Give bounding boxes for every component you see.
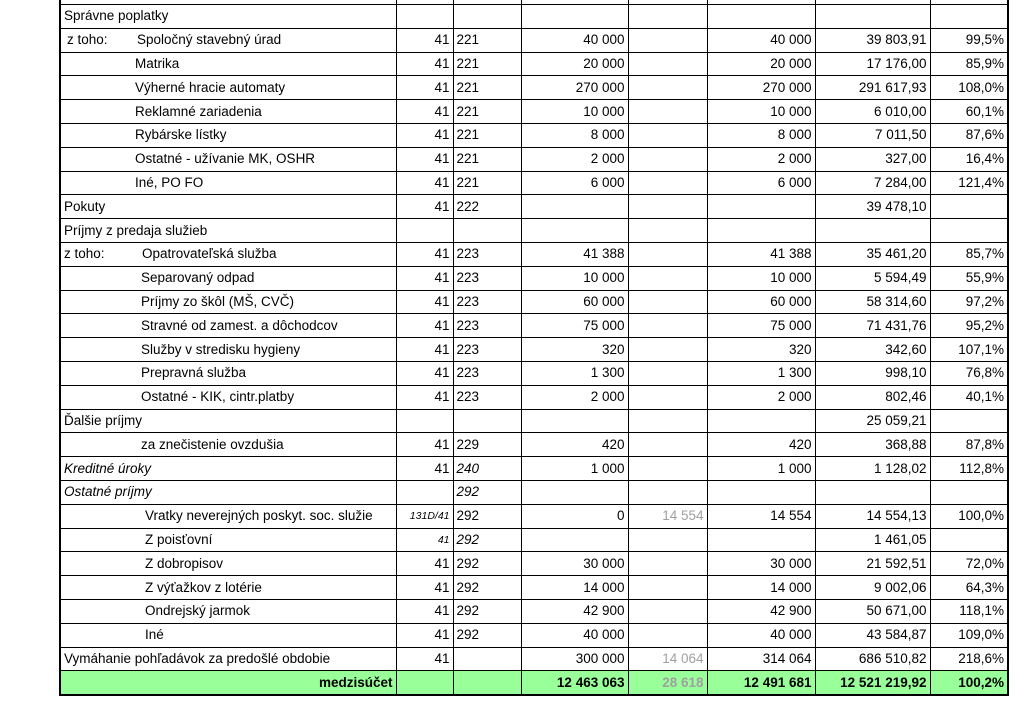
cell-e[interactable]: 1 000 [707,457,815,481]
cell-c[interactable]: 2 000 [521,147,628,171]
row-label-cell[interactable] [60,219,396,243]
table-row [60,433,1008,457]
cell-c[interactable]: 0 [521,504,628,528]
table-row [60,52,1008,76]
cell-f[interactable]: 43 584,87 [815,623,930,647]
cell-e[interactable] [707,219,815,243]
table-row [60,242,1008,266]
cell-d[interactable] [628,385,707,409]
row-label-cell[interactable] [60,171,396,195]
cell-f[interactable]: 327,00 [815,147,930,171]
row-label: Ostatné príjmy [64,484,152,500]
cell-a[interactable]: 41 [396,433,453,457]
table-row [60,504,1008,528]
cell-a[interactable]: 41 [396,290,453,314]
cell-g[interactable]: 99,5% [930,28,1008,52]
row-label: Vratky neverejných poskyt. soc. služie [145,508,373,524]
cell-b[interactable]: 292 [453,552,521,576]
row-label-cell[interactable] [60,647,396,671]
cell-g[interactable]: 60,1% [930,100,1008,124]
cell-a[interactable]: 41 [396,52,453,76]
cell-e[interactable]: 42 900 [707,599,815,623]
cell-c[interactable] [521,195,628,219]
row-label-cell[interactable] [60,195,396,219]
table-row [60,76,1008,100]
cell-b[interactable]: 223 [453,385,521,409]
cell-b[interactable]: 292 [453,480,521,504]
cell-c[interactable]: 40 000 [521,623,628,647]
cell-d[interactable] [628,576,707,600]
table-row [60,219,1008,243]
row-label: Spoločný stavebný úrad [137,32,282,48]
cell-a[interactable]: 41 [396,147,453,171]
cell-a[interactable] [396,480,453,504]
subtotal-cell-c[interactable]: 12 463 063 [521,671,628,695]
cell-g[interactable]: 108,0% [930,76,1008,100]
cell-b[interactable]: 222 [453,195,521,219]
cell-f[interactable]: 6 010,00 [815,100,930,124]
cell-a[interactable]: 41 [396,576,453,600]
cell-d[interactable] [628,147,707,171]
cell-g[interactable] [930,195,1008,219]
cell-e[interactable]: 320 [707,338,815,362]
table-row [60,147,1008,171]
cell-d[interactable]: 14 554 [628,504,707,528]
row-label: Správne poplatky [64,8,169,24]
cell-f[interactable]: 39 478,10 [815,195,930,219]
cell-d[interactable] [628,242,707,266]
cell-f[interactable] [815,480,930,504]
row-label: Služby v stredisku hygieny [141,341,301,357]
cell-g[interactable]: 118,1% [930,599,1008,623]
cell-g[interactable]: 121,4% [930,171,1008,195]
cell-e[interactable]: 2 000 [707,385,815,409]
cell-d[interactable] [628,266,707,290]
cell-e[interactable]: 420 [707,433,815,457]
cell-d[interactable] [628,195,707,219]
cell-c[interactable]: 8 000 [521,123,628,147]
cell-d[interactable] [628,433,707,457]
cell-e[interactable]: 14 554 [707,504,815,528]
cell-b[interactable]: 292 [453,623,521,647]
cell-f[interactable]: 58 314,60 [815,290,930,314]
table-row [60,409,1008,433]
cell-f[interactable]: 686 510,82 [815,647,930,671]
cell-a[interactable]: 41 [396,242,453,266]
cell-a[interactable]: 41 [396,361,453,385]
cell-g[interactable]: 85,9% [930,52,1008,76]
cell-d[interactable] [628,457,707,481]
table-row [60,457,1008,481]
row-label: Iné [145,627,164,643]
row-label: Opatrovateľská služba [142,246,277,262]
cell-d[interactable] [628,528,707,552]
cell-e[interactable] [707,5,815,29]
cell-f[interactable]: 998,10 [815,361,930,385]
cell-g[interactable]: 107,1% [930,338,1008,362]
cell-f[interactable]: 1 128,02 [815,457,930,481]
cell-e[interactable]: 1 300 [707,361,815,385]
cell-c[interactable]: 20 000 [521,52,628,76]
row-label: Stravné od zamest. a dôchodcov [141,317,338,333]
row-label-cell[interactable] [60,457,396,481]
cell-e[interactable] [707,409,815,433]
cell-b[interactable]: 292 [453,599,521,623]
row-label-cell[interactable] [60,528,396,552]
cell-d[interactable] [628,290,707,314]
cell-e[interactable]: 10 000 [707,100,815,124]
cell-a[interactable] [396,5,453,29]
cell-g[interactable]: 64,3% [930,576,1008,600]
row-label-cell[interactable] [60,409,396,433]
row-label: Príjmy z predaja služieb [64,222,208,238]
cell-c[interactable]: 40 000 [521,28,628,52]
row-label-cell[interactable] [60,599,396,623]
subtotal-cell-a[interactable] [396,671,453,695]
cell-b[interactable]: 221 [453,28,521,52]
cell-c[interactable]: 320 [521,338,628,362]
cell-c[interactable]: 10 000 [521,266,628,290]
cell-e[interactable]: 20 000 [707,52,815,76]
cell-f[interactable]: 291 617,93 [815,76,930,100]
row-label-cell[interactable] [60,76,396,100]
cell-e[interactable] [707,528,815,552]
cell-e[interactable]: 8 000 [707,123,815,147]
cell-g[interactable] [930,5,1008,29]
cell-b[interactable]: 221 [453,100,521,124]
row-label: za znečistenie ovzdušia [141,436,284,452]
row-label-cell[interactable] [60,28,396,52]
cell-c[interactable]: 1 000 [521,457,628,481]
cell-b[interactable] [453,647,521,671]
cell-e[interactable]: 314 064 [707,647,815,671]
cell-e[interactable]: 14 000 [707,576,815,600]
cell-f[interactable]: 802,46 [815,385,930,409]
cell-g[interactable]: 218,6% [930,647,1008,671]
cell-f[interactable]: 71 431,76 [815,314,930,338]
cell-d[interactable] [628,52,707,76]
cell-d[interactable] [628,480,707,504]
cell-a[interactable]: 41 [396,266,453,290]
row-label-cell[interactable] [60,504,396,528]
cell-f[interactable]: 39 803,91 [815,28,930,52]
row-label: Kreditné úroky [64,460,152,476]
table-row [60,338,1008,362]
cell-b[interactable]: 221 [453,171,521,195]
cell-e[interactable]: 270 000 [707,76,815,100]
subtotal-cell-b[interactable] [453,671,521,695]
cell-d[interactable] [628,100,707,124]
cell-c[interactable]: 30 000 [521,552,628,576]
cell-f[interactable] [815,5,930,29]
row-label-cell[interactable] [60,52,396,76]
cell-g[interactable]: 109,0% [930,623,1008,647]
row-label: Rybárske lístky [135,127,227,143]
cell-c[interactable]: 10 000 [521,100,628,124]
cell-d[interactable] [628,599,707,623]
cell-a[interactable]: 41 [396,338,453,362]
cell-g[interactable]: 72,0% [930,552,1008,576]
cell-g[interactable]: 112,8% [930,457,1008,481]
table-row [60,314,1008,338]
cell-f[interactable]: 21 592,51 [815,552,930,576]
cell-e[interactable]: 10 000 [707,266,815,290]
cell-d[interactable] [628,314,707,338]
cell-f[interactable]: 7 011,50 [815,123,930,147]
row-label: Separovaný odpad [141,270,255,286]
row-label: Ostatné - KIK, cintr.platby [141,389,295,405]
cell-a[interactable]: 41 [396,76,453,100]
table-row [60,5,1008,29]
cell-c[interactable]: 60 000 [521,290,628,314]
row-label: Z výťažkov z lotérie [145,579,262,595]
cell-e[interactable] [707,480,815,504]
row-label: Iné, PO FO [135,174,204,190]
cell-a[interactable] [396,409,453,433]
cell-f[interactable]: 14 554,13 [815,504,930,528]
cell-c[interactable] [521,5,628,29]
table-row [60,100,1008,124]
row-label: Matrika [135,55,180,71]
row-label-cell[interactable] [60,123,396,147]
cell-a[interactable]: 131D/41 [396,504,453,528]
cell-g[interactable] [930,219,1008,243]
table-row [60,290,1008,314]
cell-b[interactable] [453,219,521,243]
cell-c[interactable] [521,409,628,433]
row-label: Výherné hracie automaty [135,79,286,95]
cell-b[interactable]: 223 [453,338,521,362]
cell-f[interactable]: 368,88 [815,433,930,457]
cell-f[interactable]: 17 176,00 [815,52,930,76]
row-label-cell[interactable] [60,100,396,124]
cell-e[interactable]: 41 388 [707,242,815,266]
cell-a[interactable]: 41 [396,528,453,552]
cell-g[interactable]: 76,8% [930,361,1008,385]
row-label: Z dobropisov [145,555,224,571]
cell-g[interactable] [930,528,1008,552]
cell-g[interactable]: 97,2% [930,290,1008,314]
cell-d[interactable] [628,338,707,362]
row-label-cell[interactable] [60,623,396,647]
cell-g[interactable]: 100,0% [930,504,1008,528]
cell-e[interactable]: 40 000 [707,28,815,52]
cell-b[interactable] [453,409,521,433]
cell-e[interactable] [707,195,815,219]
cell-a[interactable] [396,219,453,243]
row-label-cell[interactable] [60,433,396,457]
cell-b[interactable]: 221 [453,52,521,76]
cell-b[interactable]: 240 [453,457,521,481]
cell-a[interactable]: 41 [396,195,453,219]
subtotal-row [60,671,1008,695]
table-row [60,552,1008,576]
cell-b[interactable]: 229 [453,433,521,457]
table-row [60,195,1008,219]
subtotal-cell-d[interactable]: 28 618 [628,671,707,695]
cell-d[interactable] [628,76,707,100]
cell-g[interactable]: 40,1% [930,385,1008,409]
cell-c[interactable] [521,219,628,243]
cell-b[interactable]: 223 [453,242,521,266]
cell-b[interactable]: 292 [453,528,521,552]
table-row [60,123,1008,147]
cell-g[interactable]: 55,9% [930,266,1008,290]
cell-a[interactable]: 41 [396,171,453,195]
cell-f[interactable]: 7 284,00 [815,171,930,195]
cell-a[interactable]: 41 [396,385,453,409]
cell-c[interactable]: 14 000 [521,576,628,600]
cell-c[interactable]: 420 [521,433,628,457]
row-label-cell[interactable] [60,385,396,409]
cell-c[interactable] [521,528,628,552]
cell-f[interactable]: 9 002,06 [815,576,930,600]
cell-d[interactable] [628,171,707,195]
cell-b[interactable]: 223 [453,290,521,314]
cell-g[interactable]: 87,6% [930,123,1008,147]
cell-c[interactable]: 1 300 [521,361,628,385]
cell-d[interactable] [628,5,707,29]
row-label-cell[interactable] [60,361,396,385]
table-row [60,623,1008,647]
cell-f[interactable]: 1 461,05 [815,528,930,552]
row-label: Z poisťovní [145,531,213,547]
cell-b[interactable]: 223 [453,266,521,290]
cell-c[interactable]: 6 000 [521,171,628,195]
table-row [60,171,1008,195]
row-label: Príjmy zo škôl (MŠ, CVČ) [141,293,295,309]
cell-g[interactable]: 95,2% [930,314,1008,338]
cell-c[interactable]: 75 000 [521,314,628,338]
row-label-cell[interactable] [60,290,396,314]
cell-c[interactable]: 42 900 [521,599,628,623]
row-label: Ostatné - užívanie MK, OSHR [135,151,316,167]
cell-g[interactable]: 16,4% [930,147,1008,171]
cell-d[interactable] [628,123,707,147]
cell-d[interactable] [628,623,707,647]
table-body [60,0,1008,695]
row-label-cell[interactable] [60,552,396,576]
cell-d[interactable] [628,219,707,243]
cell-b[interactable]: 221 [453,123,521,147]
cell-e[interactable]: 30 000 [707,552,815,576]
cell-d[interactable] [628,409,707,433]
row-label: Reklamné zariadenia [135,103,262,119]
row-label-cell[interactable] [60,5,396,29]
cell-c[interactable]: 41 388 [521,242,628,266]
z-toho-label: z toho: [64,246,105,262]
subtotal-label: medzisúčet [60,671,396,695]
cell-a[interactable]: 41 [396,623,453,647]
cell-e[interactable]: 60 000 [707,290,815,314]
cell-c[interactable]: 300 000 [521,647,628,671]
cell-e[interactable]: 6 000 [707,171,815,195]
cell-c[interactable] [521,480,628,504]
table-row [60,599,1008,623]
cell-d[interactable] [628,28,707,52]
cell-f[interactable]: 5 594,49 [815,266,930,290]
cell-a[interactable]: 41 [396,314,453,338]
cell-a[interactable]: 41 [396,123,453,147]
subtotal-cell-g[interactable]: 100,2% [930,671,1008,695]
cell-f[interactable]: 25 059,21 [815,409,930,433]
cell-f[interactable]: 342,60 [815,338,930,362]
cell-b[interactable]: 221 [453,147,521,171]
cell-f[interactable]: 35 461,20 [815,242,930,266]
cell-f[interactable]: 50 671,00 [815,599,930,623]
cell-a[interactable]: 41 [396,457,453,481]
cell-c[interactable]: 2 000 [521,385,628,409]
table-row [60,528,1008,552]
table-row [60,28,1008,52]
cell-a[interactable]: 41 [396,599,453,623]
cell-e[interactable]: 75 000 [707,314,815,338]
cell-g[interactable] [930,409,1008,433]
table-row [60,576,1008,600]
row-label-cell[interactable] [60,314,396,338]
cell-b[interactable]: 292 [453,504,521,528]
table-row [60,647,1008,671]
cell-b[interactable] [453,5,521,29]
row-label-cell[interactable] [60,242,396,266]
cell-a[interactable]: 41 [396,100,453,124]
row-label-cell[interactable] [60,338,396,362]
row-label-cell[interactable] [60,147,396,171]
table-row [60,361,1008,385]
cell-e[interactable]: 40 000 [707,623,815,647]
row-label-cell[interactable] [60,480,396,504]
cell-a[interactable]: 41 [396,552,453,576]
budget-table [59,0,1009,696]
cell-b[interactable]: 292 [453,576,521,600]
subtotal-cell-f[interactable]: 12 521 219,92 [815,671,930,695]
row-label-cell[interactable] [60,576,396,600]
cell-a[interactable]: 41 [396,647,453,671]
cell-e[interactable]: 2 000 [707,147,815,171]
subtotal-cell-e[interactable]: 12 491 681 [707,671,815,695]
z-toho-label: z toho: [67,32,108,48]
cell-b[interactable]: 221 [453,76,521,100]
row-label: Pokuty [64,198,106,214]
row-label: Vymáhanie pohľadávok za predošlé obdobie [64,650,331,666]
row-label: Prepravná služba [141,365,247,381]
row-label-cell[interactable] [60,266,396,290]
cell-f[interactable] [815,219,930,243]
table-row [60,385,1008,409]
cell-g[interactable]: 85,7% [930,242,1008,266]
cell-d[interactable]: 14 064 [628,647,707,671]
cell-b[interactable]: 223 [453,361,521,385]
row-label: Ďalšie príjmy [64,412,143,428]
cell-d[interactable] [628,361,707,385]
cell-b[interactable]: 223 [453,314,521,338]
table-row [60,266,1008,290]
cell-g[interactable]: 87,8% [930,433,1008,457]
table-row [60,480,1008,504]
cell-d[interactable] [628,552,707,576]
row-label: Ondrejský jarmok [145,603,251,619]
cell-a[interactable]: 41 [396,28,453,52]
cell-g[interactable] [930,480,1008,504]
cell-c[interactable]: 270 000 [521,76,628,100]
